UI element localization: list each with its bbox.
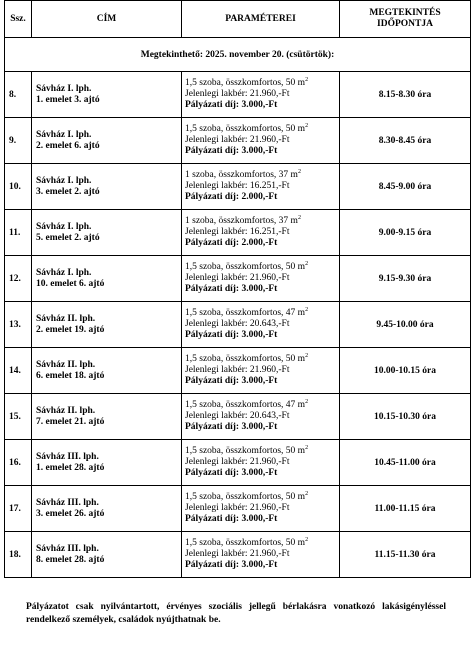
row-params	[182, 440, 340, 486]
row-viewing-time: 8.45-9.00 óra	[340, 164, 471, 210]
param-size: 1 szoba, összkomfortos, 37 m	[185, 170, 298, 180]
table-row	[5, 348, 471, 394]
param-size-unit-exponent: 2	[305, 76, 309, 83]
param-size-unit-exponent: 2	[305, 122, 309, 129]
param-rent: Jelenlegi lakbér: 21.960,-Ft	[185, 365, 290, 375]
row-address	[32, 394, 182, 440]
row-viewing-time: 9.45-10.00 óra	[340, 302, 471, 348]
address-unit: 7. emelet 21. ajtó	[36, 416, 105, 427]
row-number: 18.	[5, 532, 32, 578]
address-building: Sávház I. lph.	[36, 267, 92, 278]
row-address	[32, 164, 182, 210]
table-row	[5, 118, 471, 164]
eligibility-note: Pályázatot csak nyilvántartott, érvényes szociális jellegű bérlakásra vonatkozó lakásigényléssel rendelkező személyek, családok nyújthatnak be.	[26, 602, 446, 625]
row-number: 14.	[5, 348, 32, 394]
address-building: Sávház II. lph.	[36, 405, 96, 416]
address-unit: 3. emelet 26. ajtó	[36, 508, 105, 519]
row-address	[32, 348, 182, 394]
address-building: Sávház III. lph.	[36, 497, 99, 508]
param-size-unit-exponent: 2	[305, 352, 309, 359]
address-unit: 8. emelet 28. ajtó	[36, 554, 105, 565]
row-number: 17.	[5, 486, 32, 532]
schedule-table	[4, 0, 471, 578]
row-address	[32, 256, 182, 302]
param-rent: Jelenlegi lakbér: 16.251,-Ft	[185, 181, 290, 191]
param-fee: Pályázati díj: 3.000,-Ft	[185, 100, 278, 110]
row-params	[182, 118, 340, 164]
table-row	[5, 440, 471, 486]
address-unit: 1. emelet 28. ajtó	[36, 462, 105, 473]
table-row	[5, 532, 471, 578]
param-fee: Pályázati díj: 3.000,-Ft	[185, 376, 278, 386]
param-size: 1,5 szoba, összkomfortos, 50 m	[185, 538, 306, 548]
row-viewing-time: 10.00-10.15 óra	[340, 348, 471, 394]
param-fee: Pályázati díj: 3.000,-Ft	[185, 560, 278, 570]
row-viewing-time: 8.30-8.45 óra	[340, 118, 471, 164]
row-params	[182, 394, 340, 440]
param-fee: Pályázati díj: 3.000,-Ft	[185, 146, 278, 156]
param-size: 1,5 szoba, összkomfortos, 50 m	[185, 262, 306, 272]
row-address	[32, 72, 182, 118]
row-address	[32, 486, 182, 532]
row-number: 15.	[5, 394, 32, 440]
param-rent: Jelenlegi lakbér: 21.960,-Ft	[185, 135, 290, 145]
row-params	[182, 256, 340, 302]
row-number: 12.	[5, 256, 32, 302]
param-size-unit-exponent: 2	[305, 536, 309, 543]
row-address	[32, 532, 182, 578]
table-row	[5, 394, 471, 440]
address-unit: 2. emelet 6. ajtó	[36, 140, 100, 151]
table-row	[5, 256, 471, 302]
row-number: 16.	[5, 440, 32, 486]
row-number: 11.	[5, 210, 32, 256]
row-address	[32, 118, 182, 164]
param-size-unit-exponent: 2	[305, 260, 309, 267]
row-number: 8.	[5, 72, 32, 118]
param-size: 1,5 szoba, összkomfortos, 47 m	[185, 400, 306, 410]
row-params	[182, 302, 340, 348]
row-number: 10.	[5, 164, 32, 210]
param-size-unit-exponent: 2	[305, 444, 309, 451]
param-size: 1,5 szoba, összkomfortos, 50 m	[185, 354, 306, 364]
param-size: 1,5 szoba, összkomfortos, 50 m	[185, 124, 306, 134]
row-viewing-time: 8.15-8.30 óra	[340, 72, 471, 118]
address-building: Sávház II. lph.	[36, 313, 96, 324]
row-address	[32, 210, 182, 256]
param-rent: Jelenlegi lakbér: 16.251,-Ft	[185, 227, 290, 237]
param-rent: Jelenlegi lakbér: 21.960,-Ft	[185, 457, 290, 467]
row-params	[182, 164, 340, 210]
subheader-row	[5, 38, 471, 72]
table-row	[5, 210, 471, 256]
address-building: Sávház III. lph.	[36, 451, 99, 462]
table-row	[5, 164, 471, 210]
param-rent: Jelenlegi lakbér: 21.960,-Ft	[185, 273, 290, 283]
address-unit: 1. emelet 3. ajtó	[36, 94, 100, 105]
table-row	[5, 302, 471, 348]
address-building: Sávház I. lph.	[36, 175, 92, 186]
param-fee: Pályázati díj: 3.000,-Ft	[185, 514, 278, 524]
param-rent: Jelenlegi lakbér: 21.960,-Ft	[185, 89, 290, 99]
viewing-date: Megtekinthető: 2025. november 20. (csütörtök):	[5, 38, 471, 72]
header-time	[340, 1, 471, 38]
header-num: Ssz.	[5, 1, 32, 38]
header-time-line2: IDŐPONTJA	[377, 19, 433, 29]
row-viewing-time: 9.15-9.30 óra	[340, 256, 471, 302]
row-params	[182, 486, 340, 532]
param-size-unit-exponent: 2	[297, 168, 301, 175]
row-params	[182, 72, 340, 118]
row-viewing-time: 9.00-9.15 óra	[340, 210, 471, 256]
row-number: 13.	[5, 302, 32, 348]
row-viewing-time: 11.00-11.15 óra	[340, 486, 471, 532]
param-rent: Jelenlegi lakbér: 21.960,-Ft	[185, 549, 290, 559]
param-size: 1,5 szoba, összkomfortos, 47 m	[185, 308, 306, 318]
param-size-unit-exponent: 2	[305, 490, 309, 497]
param-size: 1,5 szoba, összkomfortos, 50 m	[185, 446, 306, 456]
row-params	[182, 210, 340, 256]
param-size-unit-exponent: 2	[305, 398, 309, 405]
address-unit: 3. emelet 2. ajtó	[36, 186, 100, 197]
row-params	[182, 348, 340, 394]
address-unit: 6. emelet 18. ajtó	[36, 370, 105, 381]
param-fee: Pályázati díj: 3.000,-Ft	[185, 422, 278, 432]
row-viewing-time: 10.45-11.00 óra	[340, 440, 471, 486]
header-row	[5, 1, 471, 38]
row-address	[32, 302, 182, 348]
table-row	[5, 486, 471, 532]
param-size: 1,5 szoba, összkomfortos, 50 m	[185, 492, 306, 502]
row-viewing-time: 10.15-10.30 óra	[340, 394, 471, 440]
param-fee: Pályázati díj: 3.000,-Ft	[185, 284, 278, 294]
param-size: 1 szoba, összkomfortos, 37 m	[185, 216, 298, 226]
row-address	[32, 440, 182, 486]
param-size: 1,5 szoba, összkomfortos, 50 m	[185, 78, 306, 88]
param-rent: Jelenlegi lakbér: 20.643,-Ft	[185, 411, 290, 421]
header-address: CÍM	[32, 1, 182, 38]
param-rent: Jelenlegi lakbér: 20.643,-Ft	[185, 319, 290, 329]
address-building: Sávház II. lph.	[36, 359, 96, 370]
param-rent: Jelenlegi lakbér: 21.960,-Ft	[185, 503, 290, 513]
param-size-unit-exponent: 2	[297, 214, 301, 221]
address-building: Sávház I. lph.	[36, 221, 92, 232]
header-time-line1: MEGTEKINTÉS	[369, 8, 441, 18]
table-row	[5, 72, 471, 118]
address-building: Sávház I. lph.	[36, 83, 92, 94]
param-fee: Pályázati díj: 3.000,-Ft	[185, 330, 278, 340]
param-size-unit-exponent: 2	[305, 306, 309, 313]
header-params: PARAMÉTEREI	[182, 1, 340, 38]
address-building: Sávház III. lph.	[36, 543, 99, 554]
param-fee: Pályázati díj: 2.000,-Ft	[185, 238, 278, 248]
param-fee: Pályázati díj: 3.000,-Ft	[185, 468, 278, 478]
row-number: 9.	[5, 118, 32, 164]
address-unit: 5. emelet 2. ajtó	[36, 232, 100, 243]
row-params	[182, 532, 340, 578]
address-building: Sávház I. lph.	[36, 129, 92, 140]
param-fee: Pályázati díj: 2.000,-Ft	[185, 192, 278, 202]
row-viewing-time: 11.15-11.30 óra	[340, 532, 471, 578]
address-unit: 10. emelet 6. ajtó	[36, 278, 105, 289]
address-unit: 2. emelet 19. ajtó	[36, 324, 105, 335]
